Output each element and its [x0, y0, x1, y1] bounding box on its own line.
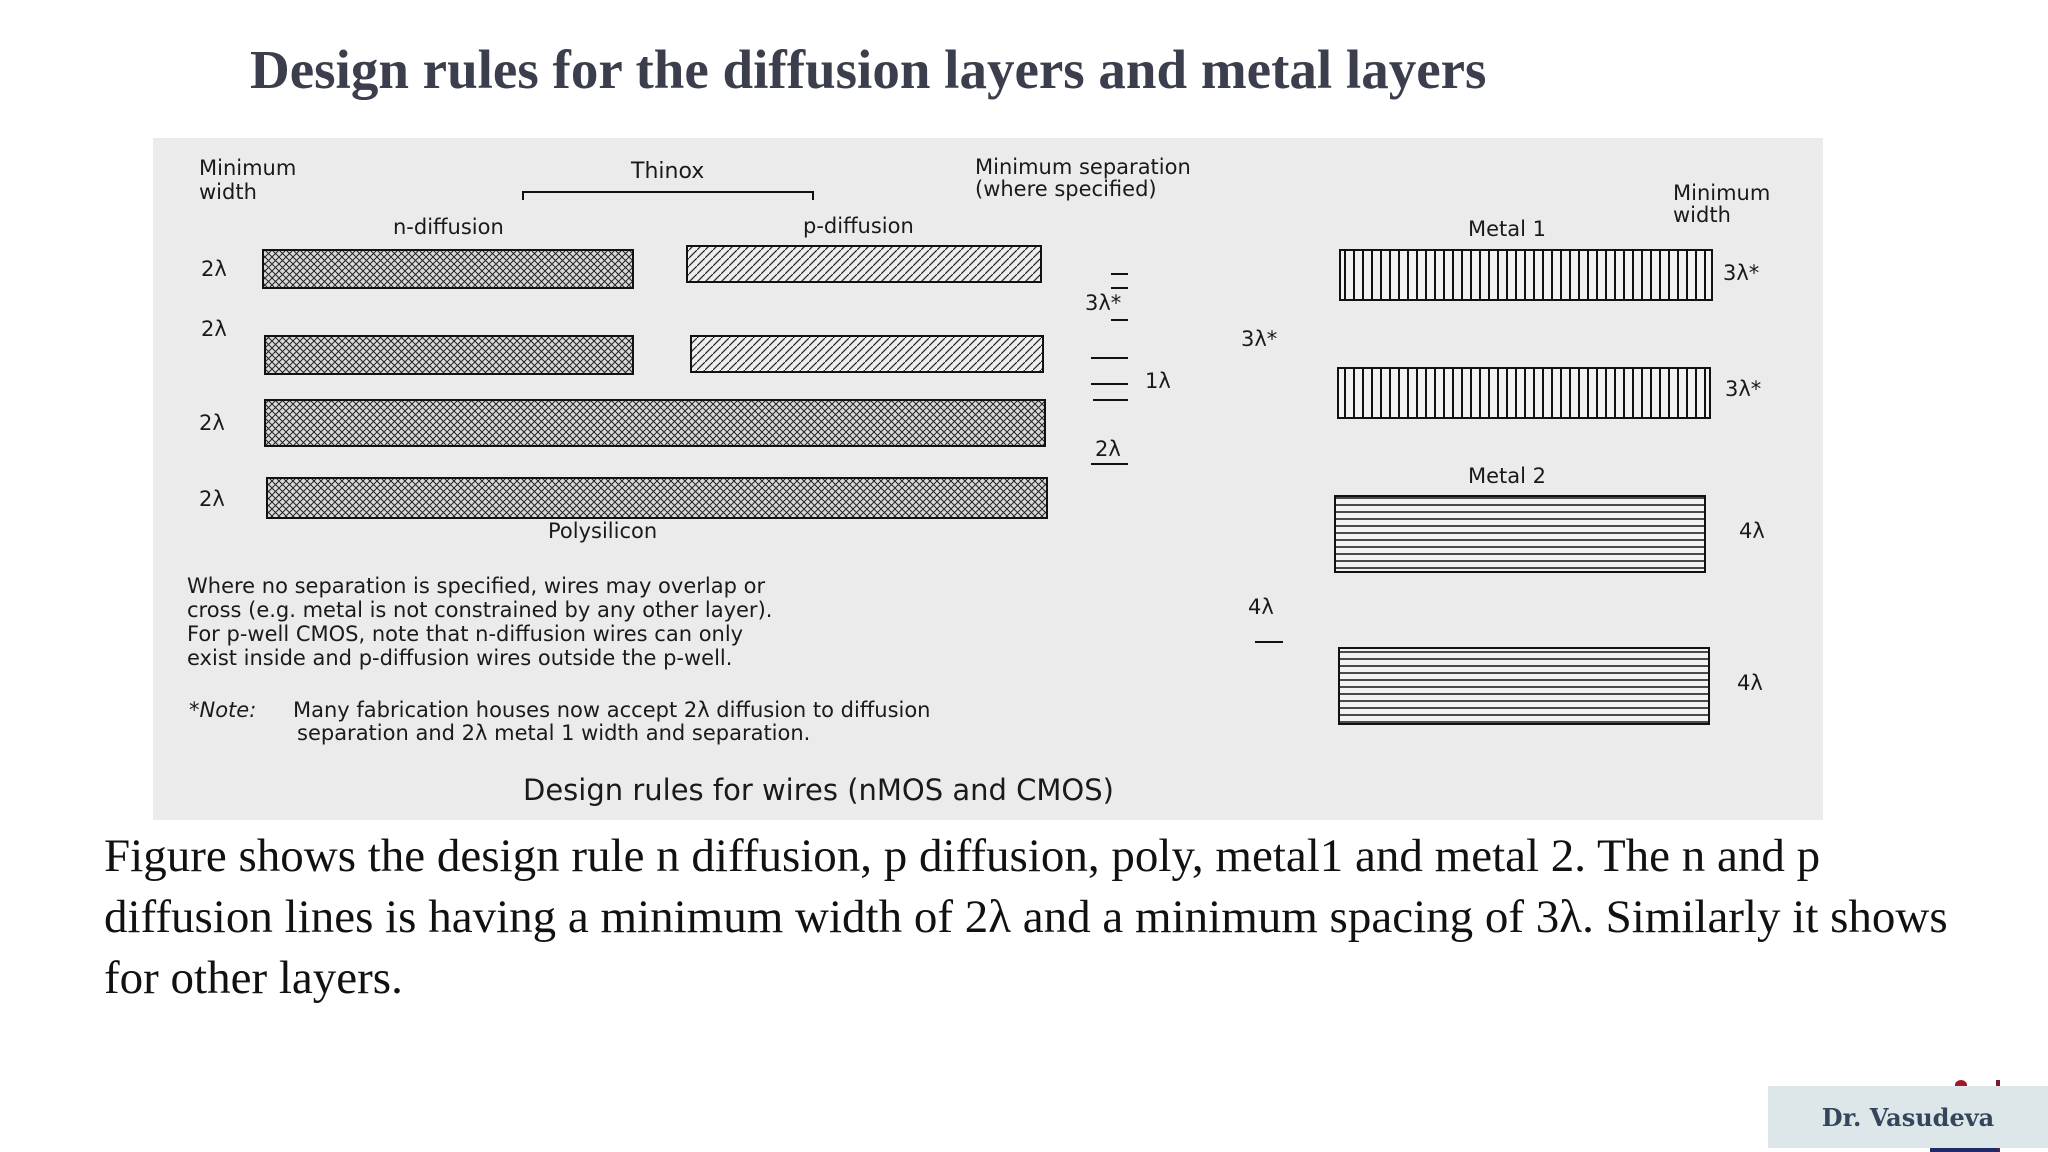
n-diffusion-wire — [265, 336, 633, 374]
thinox-bracket — [523, 192, 813, 200]
polysilicon-wire — [267, 478, 1047, 518]
header-min-width-left: Minimum width — [199, 156, 297, 204]
n-diffusion-wire — [263, 250, 633, 288]
author-badge: Dr. Vasudeva — [1768, 1086, 2048, 1148]
width-label: 2λ — [199, 487, 225, 511]
separation-label: 2λ — [1095, 437, 1121, 461]
slide-title: Design rules for the diffusion layers and metal layers — [250, 39, 1487, 100]
metal1-wire — [1340, 250, 1712, 300]
description-paragraph: Figure shows the design rule n diffusion, p diffusion, poly, metal1 and metal 2. The n and p diffusion lines is having a minimum width of 2λ and a minimum spacing of 3λ. Similarly it shows for other layers. — [104, 830, 1948, 1004]
metal1-width-label: 3λ* — [1725, 377, 1762, 401]
metal1-wire — [1338, 368, 1710, 418]
separation-label: 4λ — [1248, 595, 1274, 619]
width-label: 2λ — [201, 257, 227, 281]
metal2-width-label: 4λ — [1737, 671, 1763, 695]
separation-label: 1λ — [1145, 369, 1171, 393]
polysilicon-label: Polysilicon — [548, 519, 658, 543]
p-diffusion-wire — [687, 246, 1041, 282]
figure-caption: Design rules for wires (nMOS and CMOS) — [523, 773, 1114, 807]
p-diffusion-label: p-diffusion — [803, 214, 914, 238]
separation-label: 3λ* — [1085, 291, 1122, 315]
thinox-label: Thinox — [631, 159, 705, 184]
design-rules-diagram — [153, 138, 1823, 820]
n-diffusion-wire — [265, 400, 1045, 446]
width-label: 2λ — [201, 317, 227, 341]
star-note: *Note: Many fabrication houses now accept 2λ diffusion to diffusion separation and 2λ metal 1 width and separation. — [189, 698, 931, 745]
metal2-wire — [1339, 648, 1709, 724]
n-diffusion-label: n-diffusion — [393, 215, 504, 239]
separation-label: 3λ* — [1241, 327, 1278, 351]
header-min-width-right: Minimum width — [1673, 181, 1771, 227]
metal1-label: Metal 1 — [1468, 217, 1547, 241]
design-rules-figure — [153, 138, 1823, 820]
metal2-wire — [1335, 496, 1705, 572]
metal2-width-label: 4λ — [1739, 519, 1765, 543]
header-min-separation: Minimum separation (where specified) — [975, 155, 1191, 201]
separation-note: Where no separation is specified, wires may overlap or cross (e.g. metal is not constrained by any other layer). For p-well CMOS, note that n-diffusion wires can only exist inside and p-diffusion wires outside the p-well. — [187, 574, 773, 670]
p-diffusion-wire — [691, 336, 1043, 372]
metal1-width-label: 3λ* — [1723, 261, 1760, 285]
width-label: 2λ — [199, 411, 225, 435]
metal2-label: Metal 2 — [1468, 464, 1547, 488]
